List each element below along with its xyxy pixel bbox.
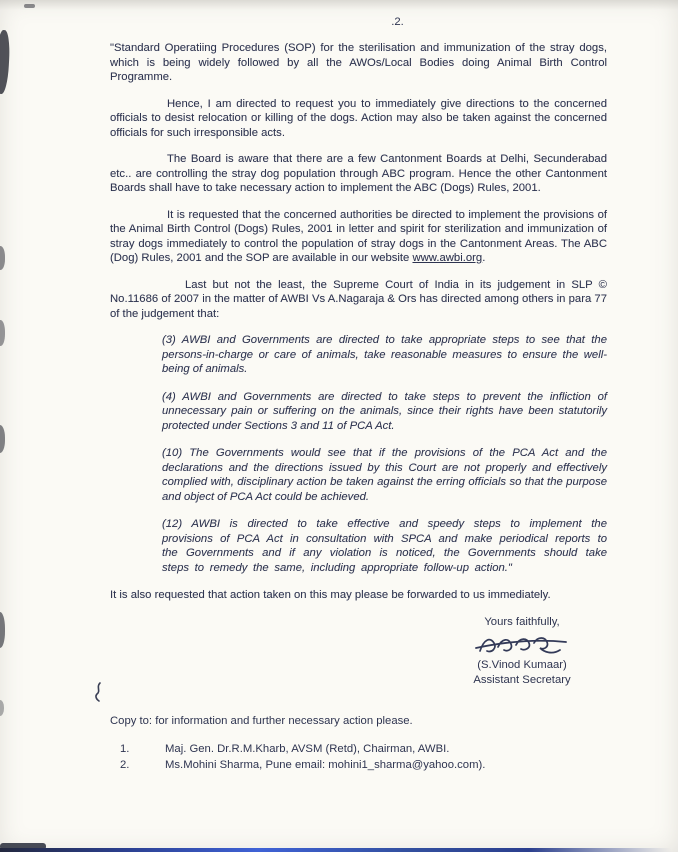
website-link[interactable]: www.awbi.org (412, 252, 483, 264)
pen-mark (92, 681, 104, 708)
quote-para-12: (12) AWBI is directed to take effective and speedy steps to implement the provisions of PCA Act in consultation with SPCA and make periodical reports to the Governments and if any violation is noticed, the Governments should take steps to remedy the same, including appropriate follow-up action." (162, 518, 607, 574)
scan-artifact (0, 30, 11, 95)
signatory-title: Assistant Secretary (473, 673, 571, 686)
scan-artifact (24, 4, 35, 8)
list-item (120, 742, 607, 758)
list-item-number: 1. (120, 743, 130, 755)
list-item-number: 2. (120, 758, 130, 771)
letter-content (110, 16, 607, 773)
scan-artifact (0, 246, 5, 270)
scan-artifact (0, 700, 4, 716)
signature (437, 631, 607, 658)
list-item-text: Maj. Gen. Dr.R.M.Kharb, AVSM (Retd), Chairman, AWBI. (165, 743, 450, 755)
signatory-name: (S.Vinod Kumaar) (477, 658, 567, 671)
list-item (120, 758, 607, 774)
scan-shade (0, 0, 678, 10)
scan-artifact (0, 425, 5, 453)
paragraph-supreme-court: Last but not the least, the Supreme Court of India in its judgement in SLP © No.11686 of 2007 in the matter of AWBI Vs A.Nagaraja & Ors has directed among others in para 77 of the judgement that: (110, 278, 607, 320)
scan-edge-line (0, 848, 678, 852)
judgement-quotes (162, 333, 607, 575)
quote-para-10: (10) The Governments would see that if the provisions of the PCA Act and the declarations and the directions issued by this Court are not properly and effectively complied with, disciplinary action be taken against the erring officials so that the purpose and object of PCA Act could be achieved. (162, 447, 607, 503)
paragraph-hence: Hence, I am directed to request you to immediately give directions to the concerned officials to desist relocation or killing of the dogs. Action may also be taken against the concerned officials for such irresponsible acts. (110, 97, 607, 139)
list-item-text: Ms.Mohini Sharma, Pune email: mohini1_sharma@yahoo.com). (165, 758, 486, 771)
page-number: .2. (391, 16, 404, 28)
quote-para-3: (3) AWBI and Governments are directed to take appropriate steps to see that the persons-in-charge or care of animals, take reasonable measures to ensure the well-being of animals. (162, 334, 607, 375)
paragraph-requested (110, 208, 607, 266)
paragraph-cantonment-boards: The Board is aware that there are a few Cantonment Boards at Delhi, Secunderabad etc.. are controlling the stray dog population through ABC program. Hence the other Cantonment Boards shall have to take necessary action to implement the ABC (Dogs) Rules, 2001. (110, 153, 607, 194)
copy-to-line: Copy to: for information and further necessary action please. (110, 714, 413, 727)
quote-para-4: (4) AWBI and Governments are directed to take steps to prevent the infliction of unnecessary pain or suffering on the animals, since their rights have been statutorily protected under Sections 3 and 11 of PCA Act. (162, 390, 607, 432)
paragraph-requested-text: It is requested that the concerned authorities be directed to implement the provisions of the Animal Birth Control (Dogs) Rules, 2001 in letter and spirit for sterilization and immunization of stray dogs immediately to control the population of stray dogs in the Cantonment Areas. The ABC (Dog) Rules, 2001 and the SOP are available in our website (110, 208, 607, 264)
paragraph-requested-period: . (482, 252, 486, 264)
closing-block (437, 615, 607, 688)
paragraph-sop: "Standard Operatiing Procedures (SOP) for the sterilisation and immunization of the stray dogs, which is being widely followed by all the AWOs/Local Bodies doing Animal Birth Control Programme. (110, 42, 607, 83)
closing-salutation: Yours faithfully, (484, 615, 560, 628)
scan-artifact (0, 612, 5, 648)
paragraph-action-taken: It is also requested that action taken on this may please be forwarded to us immediately. (110, 589, 551, 601)
copy-to-list (110, 742, 607, 773)
scan-artifact (0, 320, 5, 346)
